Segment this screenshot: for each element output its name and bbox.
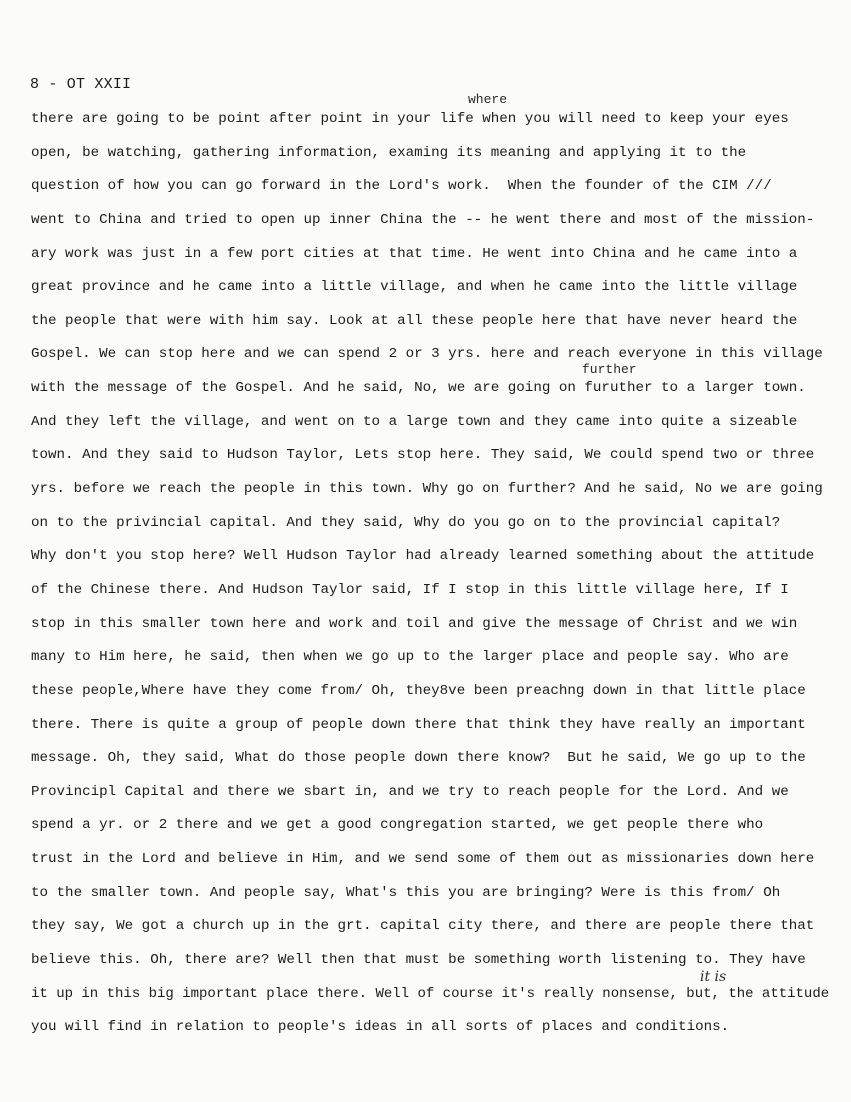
text-line: there. There is quite a group of people down there that think they have really an important: [31, 716, 806, 733]
text-line: many to Him here, he said, then when we go up to the larger place and people say. Who are: [31, 649, 789, 666]
text-line: ary work was just in a few port cities at that time. He went into China and he came into a: [31, 245, 798, 262]
text-line: town. And they said to Hudson Taylor, Lets stop here. They said, We could spend two or three: [31, 447, 815, 464]
text-line: Provincipl Capital and there we sbart in, and we try to reach people for the Lord. And we: [31, 783, 789, 800]
text-line: believe this. Oh, there are? Well then that must be something worth listening to. They have: [31, 952, 806, 969]
text-line: yrs. before we reach the people in this town. Why go on further? And he said, No we are going: [31, 481, 823, 498]
text-line: it up in this big important place there. Well of course it's really nonsense, but, the attitude: [31, 985, 830, 1002]
handwritten-insertion-it-is: it is: [700, 969, 727, 985]
text-line: the people that were with him say. Look at all these people here that have never heard the: [31, 312, 798, 329]
interlinear-insertion-further: further: [582, 362, 637, 377]
text-line: of the Chinese there. And Hudson Taylor said, If I stop in this little village here, If I: [31, 581, 789, 598]
text-line: question of how you can go forward in the Lord's work. When the founder of the CIM ///: [31, 178, 772, 195]
text-line: spend a yr. or 2 there and we get a good congregation started, we get people there who: [31, 817, 764, 834]
text-line: these people,Where have they come from/ Oh, they8ve been preachng down in that little place: [31, 682, 806, 699]
text-line: Why don't you stop here? Well Hudson Taylor had already learned something about the attitude: [31, 548, 815, 565]
text-line: Gospel. We can stop here and we can spend 2 or 3 yrs. here and reach everyone in this village: [31, 346, 823, 363]
text-line: open, be watching, gathering information, examing its meaning and applying it to the: [31, 144, 747, 161]
page-header: 8 - OT XXII: [30, 76, 132, 93]
text-line: they say, We got a church up in the grt. capital city there, and there are people there that: [31, 918, 815, 935]
text-line: went to China and tried to open up inner China the -- he went there and most of the mission-: [31, 211, 815, 228]
text-line: message. Oh, they said, What do those people down there know? But he said, We go up to the: [31, 750, 806, 767]
text-line: to the smaller town. And people say, What's this you are bringing? Were is this from/ Oh: [31, 884, 781, 901]
text-line: you will find in relation to people's ideas in all sorts of places and conditions.: [31, 1019, 730, 1036]
text-line: with the message of the Gospel. And he said, No, we are going on furuther to a larger town.: [31, 380, 806, 397]
text-line: trust in the Lord and believe in Him, and we send some of them out as missionaries down here: [31, 851, 815, 868]
text-line: stop in this smaller town here and work and toil and give the message of Christ and we win: [31, 615, 798, 632]
text-line: on to the privincial capital. And they said, Why do you go on to the provincial capital?: [31, 514, 781, 531]
interlinear-insertion-where: where: [468, 92, 508, 107]
text-line: there are going to be point after point in your life when you will need to keep your eyes: [31, 111, 789, 127]
text-line: great province and he came into a little village, and when he came into the little village: [31, 279, 798, 296]
body-text: [31, 108, 831, 1050]
text-line: And they left the village, and went on to a large town and they came into quite a sizeable: [31, 413, 798, 430]
